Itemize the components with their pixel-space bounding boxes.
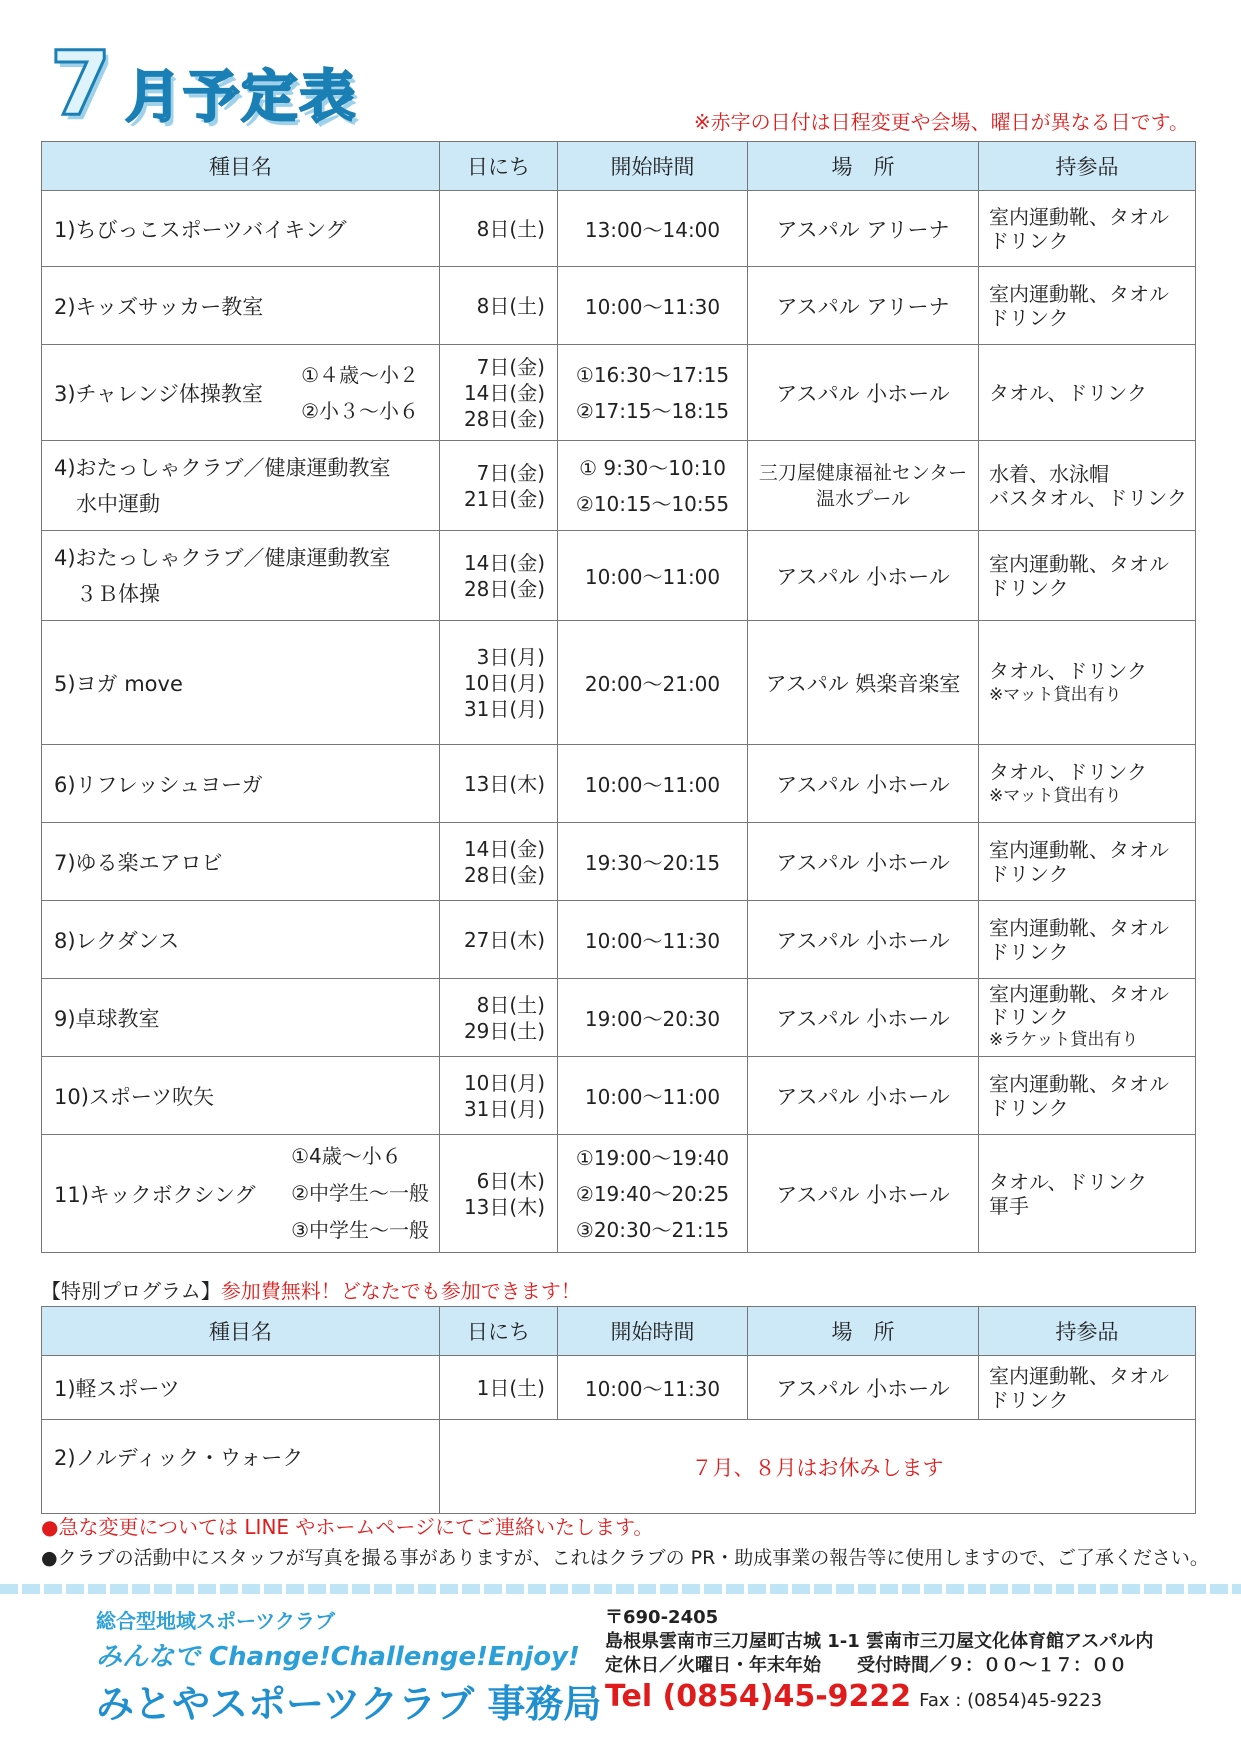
program-items (979, 267, 1196, 345)
program-date: 8日(土) (440, 267, 558, 345)
closed-message: ７月、８月はお休みします (440, 1420, 1196, 1514)
item-line: ドリンク (989, 861, 1069, 886)
date-line: 10日(月) (463, 1070, 545, 1095)
header-date: 日にち (440, 142, 558, 191)
header-place: 場 所 (748, 1307, 979, 1356)
special-label: 【特別プログラム】 (41, 1279, 221, 1303)
item-line: 室内運動靴、タオル (989, 915, 1169, 940)
special-program-heading (41, 1275, 581, 1304)
program-place: アスパル アリーナ (748, 267, 979, 345)
table-row (42, 823, 1196, 901)
item-line: バスタオル、ドリンク (989, 485, 1187, 510)
program-date (440, 823, 558, 901)
item-line: タオル、ドリンク (989, 1169, 1147, 1194)
date-line: 28日(金) (463, 576, 545, 601)
item-line: 室内運動靴、タオル (989, 281, 1169, 306)
program-time: 19:00～20:30 (558, 979, 748, 1057)
program-date: 8日(土) (440, 191, 558, 267)
program-date (440, 441, 558, 531)
footer-divider (0, 1584, 1241, 1594)
item-line: タオル、ドリンク (989, 658, 1147, 683)
program-date: 27日(木) (440, 901, 558, 979)
program-time: 10:00～11:30 (558, 267, 748, 345)
date-line: 14日(金) (463, 836, 545, 861)
program-title: 4)おたっしゃクラブ／健康運動教室 (54, 455, 391, 480)
address: 島根県雲南市三刀屋町古城 1-1 雲南市三刀屋文化体育館アスパル内 (605, 1631, 1154, 1652)
age-group: ②中学生～一般 (291, 1181, 429, 1205)
program-place: アスパル 小ホール (748, 979, 979, 1057)
time-line: ②19:40～20:25 (575, 1181, 730, 1206)
date-line: 10日(月) (463, 670, 545, 695)
program-items (979, 979, 1196, 1057)
item-line: ドリンク (989, 228, 1069, 253)
item-line: 水着、水泳帽 (989, 461, 1109, 486)
club-logo (96, 1605, 601, 1728)
program-date (440, 1057, 558, 1135)
table-header-row (42, 1307, 1196, 1356)
date-line: 31日(月) (463, 1096, 545, 1121)
item-line: ※マット貸出有り (989, 684, 1122, 705)
item-line: タオル、ドリンク (989, 759, 1147, 784)
tel-number: Tel (0854)45-9222 (605, 1679, 912, 1714)
program-place: アスパル 小ホール (748, 1057, 979, 1135)
program-date (440, 531, 558, 621)
item-line: 室内運動靴、タオル (989, 551, 1169, 576)
age-groups (301, 357, 439, 429)
contact-info (605, 1606, 1153, 1716)
age-group: ①4歳～小６ (291, 1144, 402, 1168)
program-subtitle: 水中運動 (76, 491, 160, 516)
program-items (979, 191, 1196, 267)
item-line: 室内運動靴、タオル (989, 982, 1169, 1006)
date-line: 28日(金) (463, 406, 545, 431)
item-line: ドリンク (989, 305, 1069, 330)
program-time: 19:30～20:15 (558, 823, 748, 901)
program-name: 7)ゆる楽エアロビ (42, 823, 440, 901)
red-date-note: ※赤字の日付は日程変更や会場、曜日が異なる日です。 (693, 110, 1189, 134)
fax-number: Fax : (0854)45-9223 (919, 1690, 1103, 1711)
date-line: 31日(月) (463, 696, 545, 721)
date-line: 14日(金) (463, 380, 545, 405)
table-header-row (42, 142, 1196, 191)
table-row (42, 901, 1196, 979)
program-time (558, 441, 748, 531)
program-name: 2)ノルディック・ウォーク (42, 1420, 440, 1514)
table-row (42, 1135, 1196, 1253)
date-line: 7日(金) (476, 460, 545, 485)
table-row (42, 1356, 1196, 1420)
table-row (42, 441, 1196, 531)
program-time: 10:00～11:00 (558, 1057, 748, 1135)
title-month: 7 (50, 32, 112, 135)
program-time (558, 1135, 748, 1253)
special-program-table (41, 1306, 1196, 1514)
header-name: 種目名 (42, 1307, 440, 1356)
program-name: 9)卓球教室 (42, 979, 440, 1057)
table-row (42, 267, 1196, 345)
table-row (42, 1057, 1196, 1135)
time-line: ① 9:30～10:10 (579, 455, 726, 480)
program-title: 11)キックボクシング (54, 1182, 256, 1207)
time-line: ②17:15～18:15 (575, 398, 730, 423)
program-place: アスパル 小ホール (748, 531, 979, 621)
time-line: ③20:30～21:15 (575, 1217, 730, 1242)
program-items (979, 745, 1196, 823)
program-name (42, 345, 440, 441)
program-date: 1日(土) (440, 1356, 558, 1420)
program-title: 3)チャレンジ体操教室 (54, 381, 263, 406)
header-name: 種目名 (42, 142, 440, 191)
age-group: ③中学生～一般 (291, 1218, 429, 1242)
program-name: 10)スポーツ吹矢 (42, 1057, 440, 1135)
program-title: 4)おたっしゃクラブ／健康運動教室 (54, 545, 391, 570)
program-place: アスパル 小ホール (748, 901, 979, 979)
program-place: アスパル 小ホール (748, 823, 979, 901)
program-time: 10:00～11:00 (558, 531, 748, 621)
club-office-name: みとやスポーツクラブ 事務局 (96, 1682, 602, 1726)
age-groups (291, 1138, 439, 1249)
date-line: 29日(土) (463, 1018, 545, 1043)
table-row (42, 191, 1196, 267)
program-subtitle: ３Ｂ体操 (76, 581, 160, 606)
program-time: 20:00～21:00 (558, 621, 748, 745)
date-line: 7日(金) (476, 354, 545, 379)
table-row (42, 745, 1196, 823)
program-date: 13日(木) (440, 745, 558, 823)
program-name (42, 441, 440, 531)
program-name (42, 531, 440, 621)
date-line: 8日(土) (476, 992, 545, 1017)
program-items (979, 345, 1196, 441)
item-line: ドリンク (989, 1095, 1069, 1120)
program-name: 8)レクダンス (42, 901, 440, 979)
item-line: ※ラケット貸出有り (989, 1030, 1139, 1050)
program-time: 10:00～11:30 (558, 901, 748, 979)
club-type: 総合型地域スポーツクラブ (96, 1609, 335, 1633)
office-hours: 定休日／火曜日・年末年始 受付時間／９：００～１７：００ (605, 1655, 1127, 1676)
program-name (42, 1135, 440, 1253)
program-date (440, 979, 558, 1057)
program-name: 1)ちびっこスポーツバイキング (42, 191, 440, 267)
photo-note: ●クラブの活動中にスタッフが写真を撮る事がありますが、これはクラブの PR・助成事業の報告等に使用しますので、ご了承ください。 (41, 1547, 1209, 1569)
table-row (42, 531, 1196, 621)
program-time: 13:00～14:00 (558, 191, 748, 267)
header-items: 持参品 (979, 1307, 1196, 1356)
program-date (440, 345, 558, 441)
zip-code: 〒690-2405 (605, 1607, 719, 1628)
item-line: 軍手 (989, 1193, 1029, 1218)
program-place: アスパル 小ホール (748, 1356, 979, 1420)
date-line: 28日(金) (463, 862, 545, 887)
place-line: 温水プール (815, 487, 911, 510)
table-row (42, 345, 1196, 441)
program-name: 2)キッズサッカー教室 (42, 267, 440, 345)
header-date: 日にち (440, 1307, 558, 1356)
date-line: 3日(月) (476, 644, 545, 669)
program-place: アスパル 小ホール (748, 1135, 979, 1253)
program-items (979, 823, 1196, 901)
program-name: 5)ヨガ move (42, 621, 440, 745)
program-items (979, 531, 1196, 621)
item-line: ドリンク (989, 939, 1069, 964)
program-date (440, 621, 558, 745)
program-place: アスパル 小ホール (748, 345, 979, 441)
item-line: 室内運動靴、タオル (989, 837, 1169, 862)
change-note: ●急な変更については LINE やホームページにてご連絡いたします。 (41, 1515, 654, 1539)
item-line: ドリンク (989, 1387, 1069, 1412)
program-place: アスパル 小ホール (748, 745, 979, 823)
item-line: タオル、ドリンク (989, 380, 1147, 405)
place-line: 三刀屋健康福祉センター (758, 461, 968, 484)
header-place: 場 所 (748, 142, 979, 191)
date-line: 6日(木) (476, 1168, 545, 1193)
program-name: 1)軽スポーツ (42, 1356, 440, 1420)
time-line: ①19:00～19:40 (575, 1145, 730, 1170)
special-free-note: 参加費無料！どなたでも参加できます！ (220, 1279, 581, 1303)
notes (41, 1512, 1209, 1574)
program-time (558, 345, 748, 441)
program-time: 10:00～11:30 (558, 1356, 748, 1420)
age-group: ①４歳～小２ (301, 362, 419, 387)
program-time: 10:00～11:00 (558, 745, 748, 823)
program-items (979, 1057, 1196, 1135)
page-title (50, 32, 358, 135)
schedule-table (41, 141, 1196, 1253)
date-line: 14日(金) (463, 550, 545, 575)
item-line: ドリンク (989, 575, 1069, 600)
program-items (979, 621, 1196, 745)
program-place: アスパル アリーナ (748, 191, 979, 267)
program-items (979, 441, 1196, 531)
item-line: ※マット貸出有り (989, 785, 1122, 806)
date-line: 13日(木) (463, 1194, 545, 1219)
header-time: 開始時間 (558, 142, 748, 191)
program-place (748, 441, 979, 531)
item-line: 室内運動靴、タオル (989, 1363, 1169, 1388)
item-line: ドリンク (989, 1005, 1069, 1029)
program-date (440, 1135, 558, 1253)
table-row (42, 621, 1196, 745)
program-items (979, 1356, 1196, 1420)
table-row (42, 979, 1196, 1057)
table-row (42, 1420, 1196, 1514)
program-items (979, 901, 1196, 979)
time-line: ②10:15～10:55 (575, 491, 730, 516)
header-time: 開始時間 (558, 1307, 748, 1356)
item-line: 室内運動靴、タオル (989, 204, 1169, 229)
club-slogan: みんなで Change!Challenge!Enjoy! (96, 1642, 580, 1672)
program-items (979, 1135, 1196, 1253)
program-place: アスパル 娯楽音楽室 (748, 621, 979, 745)
age-group: ②小３～小６ (301, 398, 419, 423)
title-text: 月予定表 (125, 65, 358, 130)
item-line: 室内運動靴、タオル (989, 1071, 1169, 1096)
header-items: 持参品 (979, 142, 1196, 191)
program-name: 6)リフレッシュヨーガ (42, 745, 440, 823)
time-line: ①16:30～17:15 (575, 362, 730, 387)
date-line: 21日(金) (463, 486, 545, 511)
